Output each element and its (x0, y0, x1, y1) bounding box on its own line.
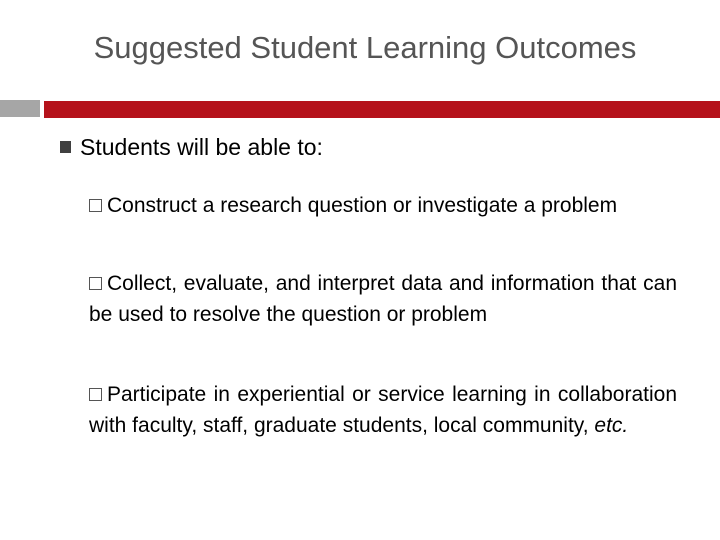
outcome-item-3 (89, 379, 677, 441)
title-rule-gray-segment (0, 100, 40, 117)
square-bullet-icon (60, 141, 71, 153)
checkbox-bullet-icon (89, 388, 102, 401)
outcome-emphasis: etc. (594, 414, 629, 437)
lead-bullet (60, 134, 323, 161)
outcome-item-2 (89, 268, 677, 330)
outcome-text: Construct a research question or investigate a problem (107, 194, 618, 217)
title-rule-red-bar (44, 101, 720, 118)
slide-title: Suggested Student Learning Outcomes (93, 30, 637, 65)
outcome-text-wrapper (89, 379, 677, 441)
outcome-text: Collect, evaluate, and interpret data and information that can be used to resolve the question or problem (89, 272, 677, 326)
lead-text: Students will be able to: (80, 134, 323, 160)
outcome-text: Participate in experiential or service learning in collaboration with faculty, staff, graduate students, local community, (89, 383, 677, 437)
checkbox-bullet-icon (89, 199, 102, 212)
checkbox-bullet-icon (89, 277, 102, 290)
outcome-item-1 (89, 190, 677, 221)
